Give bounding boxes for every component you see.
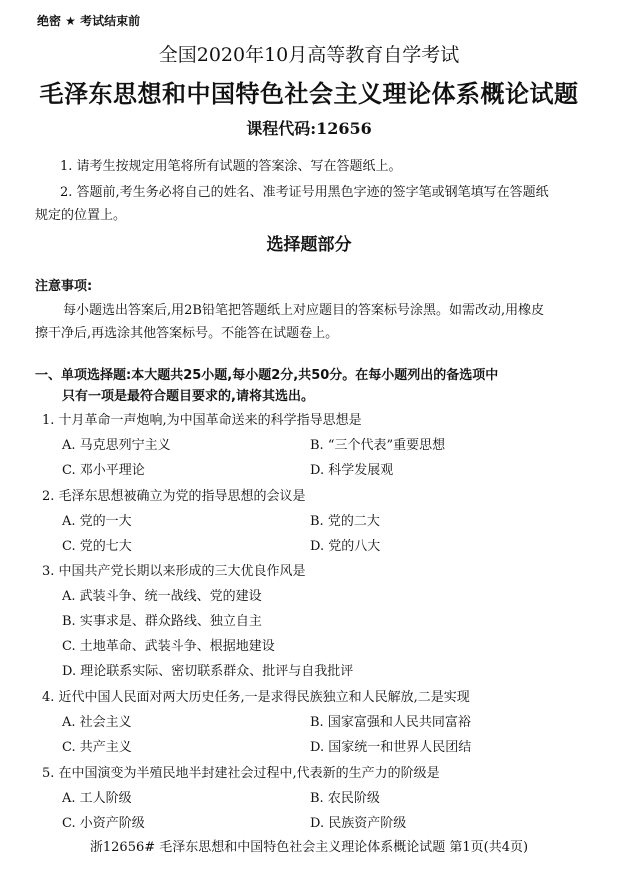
page-footer: 浙12656# 毛泽东思想和中国特色社会主义理论体系概论试题 第1页(共4页) — [89, 840, 529, 855]
question-3-option-a: A. 武装斗争、统一战线、党的建设 — [62, 589, 262, 604]
page-title: 毛泽东思想和中国特色社会主义理论体系概论试题 — [39, 80, 579, 108]
instruction-2-cont: 规定的位置上。 — [35, 208, 127, 223]
question-3-option-b: B. 实事求是、群众路线、独立自主 — [62, 614, 262, 629]
question-3-option-c: C. 土地革命、武装斗争、根据地建设 — [62, 639, 275, 654]
notes-title: 注意事项: — [35, 279, 93, 294]
exam-title: 全国2020年10月高等教育自学考试 — [158, 44, 460, 66]
question-1-stem: 1. 十月革命一声炮响,为中国革命送来的科学指导思想是 — [42, 413, 362, 428]
instruction-1: 1. 请考生按规定用笔将所有试题的答案涂、写在答题纸上。 — [60, 159, 402, 174]
question-5-option-d: D. 民族资产阶级 — [310, 816, 407, 831]
question-2-option-b: B. 党的二大 — [310, 514, 380, 529]
question-3-stem: 3. 中国共产党长期以来形成的三大优良作风是 — [42, 564, 306, 579]
secret-label: 绝密 ★ 考试结束前 — [37, 14, 141, 28]
question-2-option-d: D. 党的八大 — [310, 539, 381, 554]
question-4-stem: 4. 近代中国人民面对两大历史任务,一是求得民族独立和人民解放,二是实现 — [42, 690, 470, 705]
course-code: 课程代码:12656 — [246, 119, 372, 138]
question-3-option-d: D. 理论联系实际、密切联系群众、批评与自我批评 — [62, 664, 354, 679]
question-2-stem: 2. 毛泽东思想被确立为党的指导思想的会议是 — [42, 489, 306, 504]
question-5-option-b: B. 农民阶级 — [310, 791, 380, 806]
question-5-option-c: C. 小资产阶级 — [62, 816, 145, 831]
question-4-option-c: C. 共产主义 — [62, 740, 132, 755]
question-1-option-b: B. “三个代表”重要思想 — [310, 438, 446, 453]
question-5-option-a: A. 工人阶级 — [62, 791, 132, 806]
question-1-option-c: C. 邓小平理论 — [62, 463, 145, 478]
part-heading-1: 一、单项选择题:本大题共25小题,每小题2分,共50分。在每小题列出的备选项中 — [35, 368, 499, 383]
notes-line-1: 每小题选出答案后,用2B铅笔把答题纸上对应题目的答案标号涂黑。如需改动,用橡皮 — [63, 303, 545, 318]
question-2-option-c: C. 党的七大 — [62, 539, 132, 554]
question-2-option-a: A. 党的一大 — [62, 514, 132, 529]
question-4-option-b: B. 国家富强和人民共同富裕 — [310, 715, 471, 730]
question-4-option-d: D. 国家统一和世界人民团结 — [310, 740, 472, 755]
section-title: 选择题部分 — [266, 235, 352, 255]
part-heading-2: 只有一项是最符合题目要求的,请将其选出。 — [62, 389, 314, 404]
question-1-option-d: D. 科学发展观 — [310, 463, 394, 478]
question-5-stem: 5. 在中国演变为半殖民地半封建社会过程中,代表新的生产力的阶级是 — [42, 766, 440, 781]
question-4-option-a: A. 社会主义 — [62, 715, 132, 730]
instruction-2: 2. 答题前,考生务必将自己的姓名、准考证号用黑色字迹的签字笔或钢笔填写在答题纸 — [60, 185, 549, 200]
question-1-option-a: A. 马克思列宁主义 — [62, 438, 171, 453]
notes-line-2: 擦干净后,再选涂其他答案标号。不能答在试题卷上。 — [35, 326, 339, 341]
